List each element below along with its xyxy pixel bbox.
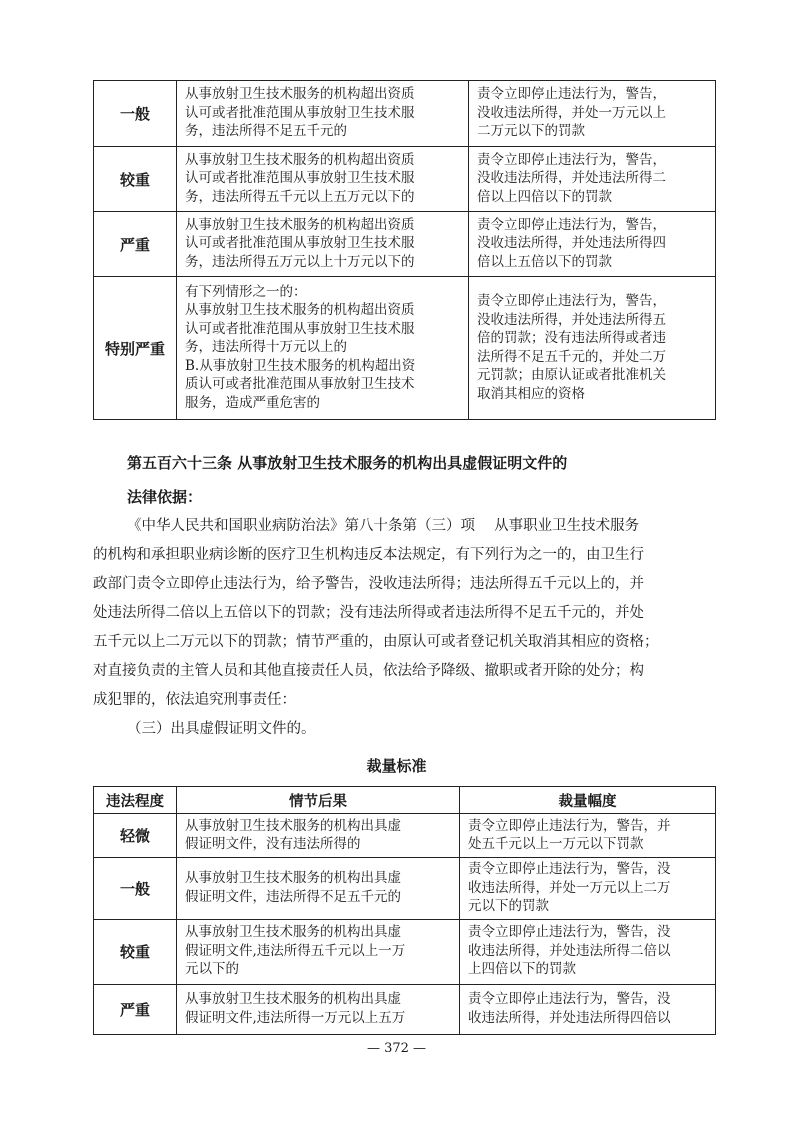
circumstance-line: 认可或者批准范围从事放射卫生技术服 [185,320,415,337]
circumstance-cell [177,81,469,147]
table-row [94,984,716,1034]
circumstance-line: 从事放射卫生技术服务的机构出具虚 [185,924,401,941]
circumstance-line: 从事放射卫生技术服务的机构超出资质 [185,302,415,319]
penalty-line: 二万元以下的罚款 [477,123,585,140]
paragraph-line: 对直接负责的主管人员和其他直接责任人员，依法给予降级、撤职或者开除的处分；构 [93,663,644,679]
violation-level: 特别严重 [94,277,177,420]
penalty-table-continued [93,80,716,420]
penalty-line: 没收违法所得，并处违法所得五 [477,311,666,328]
article-title: 第五百六十三条 从事放射卫生技术服务的机构出具虚假证明文件的 [127,454,568,472]
penalty-cell [460,919,716,984]
cited-item-text: （三）出具虚假证明文件的。 [127,721,316,737]
penalty-line: 收违法所得，并处违法所得四倍以 [468,1009,671,1026]
cited-item [93,715,703,744]
table-row [94,147,716,212]
circumstance-line: 从事放射卫生技术服务的机构出具虚 [185,991,401,1007]
violation-level: 严重 [94,984,177,1034]
penalty-cell [469,212,716,277]
circumstance-line: 认可或者批准范围从事放射卫生技术服 [185,104,415,121]
circumstance-line: 服务，造成严重危害的 [185,394,320,411]
penalty-cell [460,858,716,920]
circumstance-line: 务，违法所得五万元以上十万元以下的 [185,253,415,270]
circumstance-line: 元以下的 [185,961,239,978]
penalty-line: 收违法所得，并处一万元以上二万 [468,879,671,896]
table-row [94,212,716,277]
violation-level: 严重 [94,212,177,277]
circumstance-cell [177,984,460,1034]
paragraph-line: 《中华人民共和国职业病防治法》第八十条第（三）项 从事职业卫生技术服务 [127,518,640,534]
table-row [94,814,716,858]
circumstance-line: 假证明文件,违法所得五千元以上一万 [185,942,406,959]
violation-level: 轻微 [94,814,177,858]
penalty-line: 倍的罚款；没有违法所得或者违 [477,330,666,346]
paragraph-line: 处违法所得二倍以上五倍以下的罚款；没有违法所得或者违法所得不足五千元的，并处 [93,605,644,621]
circumstance-line: 认可或者批准范围从事放射卫生技术服 [185,235,415,252]
circumstance-cell [177,147,469,212]
paragraph-line: 五千元以上二万元以下的罚款；情节严重的，由原认可或者登记机关取消其相应的资格； [93,634,659,650]
circumstance-line: 假证明文件,违法所得一万元以上五万 [185,1009,406,1026]
penalty-line: 没收违法所得，并处违法所得四 [477,235,666,252]
header-circumstance: 情节后果 [177,787,460,814]
table-caption: 裁量标准 [366,757,427,775]
circumstance-cell [177,858,460,920]
circumstance-line: 从事放射卫生技术服务的机构超出资质 [185,86,415,103]
circumstance-line: 务，违法所得不足五千元的 [185,123,347,140]
penalty-line: 法所得不足五千元的，并处二万 [477,348,666,365]
penalty-line: 责令立即停止违法行为，警告，没 [468,861,671,877]
penalty-line: 没收违法所得，并处违法所得二 [477,170,666,187]
circumstance-cell [177,919,460,984]
penalty-line: 倍以上五倍以下的罚款 [477,253,612,270]
penalty-cell [460,984,716,1034]
header-penalty-range: 裁量幅度 [460,787,716,814]
discretion-standard-table [93,786,716,1035]
circumstance-line: B.从事放射卫生技术服务的机构超出资 [185,357,416,374]
penalty-cell [469,277,716,420]
penalty-line: 责令立即停止违法行为，警告， [477,216,666,233]
circumstance-line: 假证明文件，没有违法所得的 [185,836,361,852]
violation-level: 较重 [94,919,177,984]
penalty-line: 元罚款；由原认证或者批准机关 [477,367,666,383]
violation-level: 较重 [94,147,177,212]
paragraph-line: 的机构和承担职业病诊断的医疗卫生机构违反本法规定，有下列行为之一的，由卫生行 [93,547,644,563]
penalty-line: 收违法所得，并处违法所得二倍以 [468,942,671,959]
penalty-line: 责令立即停止违法行为，警告，并 [468,817,671,834]
paragraph-line: 政部门责令立即停止违法行为，给予警告，没收违法所得；违法所得五千元以上的，并 [93,576,644,592]
header-violation-degree: 违法程度 [94,787,177,814]
legal-basis-paragraph [93,512,703,715]
violation-level: 一般 [94,81,177,147]
page-number: — 372 — [366,1041,427,1056]
circumstance-line: 务，违法所得十万元以上的 [185,339,347,356]
circumstance-line: 从事放射卫生技术服务的机构出具虚 [185,870,401,887]
circumstance-line: 质认可或者批准范围从事放射卫生技术 [185,376,415,393]
penalty-line: 责令立即停止违法行为，警告， [477,151,666,168]
circumstance-line: 务，违法所得五千元以上五万元以下的 [185,188,415,205]
penalty-cell [469,81,716,147]
table-row [94,919,716,984]
circumstance-cell [177,212,469,277]
penalty-cell [469,147,716,212]
circumstance-line: 从事放射卫生技术服务的机构超出资质 [185,216,415,233]
penalty-line: 责令立即停止违法行为，警告，没 [468,924,671,941]
penalty-line: 取消其相应的资格 [477,385,585,402]
penalty-line: 没收违法所得，并处一万元以上 [477,104,666,121]
table-row [94,277,716,420]
penalty-cell [460,814,716,858]
table-header-row [94,787,716,814]
penalty-line: 责令立即停止违法行为，警告， [477,293,666,309]
penalty-line: 上四倍以下的罚款 [468,961,576,978]
circumstance-cell [177,814,460,858]
circumstance-cell [177,277,469,420]
penalty-line: 责令立即停止违法行为，警告， [477,86,666,103]
penalty-line: 倍以上四倍以下的罚款 [477,188,612,205]
circumstance-line: 认可或者批准范围从事放射卫生技术服 [185,170,415,187]
violation-level: 一般 [94,858,177,920]
legal-basis-label: 法律依据： [127,488,203,506]
table-row [94,81,716,147]
circumstance-line: 从事放射卫生技术服务的机构超出资质 [185,151,415,168]
table-row [94,858,716,920]
paragraph-line: 成犯罪的，依法追究刑事责任： [93,692,296,708]
penalty-line: 元以下的罚款 [468,898,549,914]
circumstance-line: 有下列情形之一的： [185,283,307,300]
circumstance-line: 从事放射卫生技术服务的机构出具虚 [185,817,401,834]
circumstance-line: 假证明文件，违法所得不足五千元的 [185,888,401,905]
penalty-line: 处五千元以上一万元以下罚款 [468,836,644,852]
penalty-line: 责令立即停止违法行为，警告，没 [468,991,671,1007]
